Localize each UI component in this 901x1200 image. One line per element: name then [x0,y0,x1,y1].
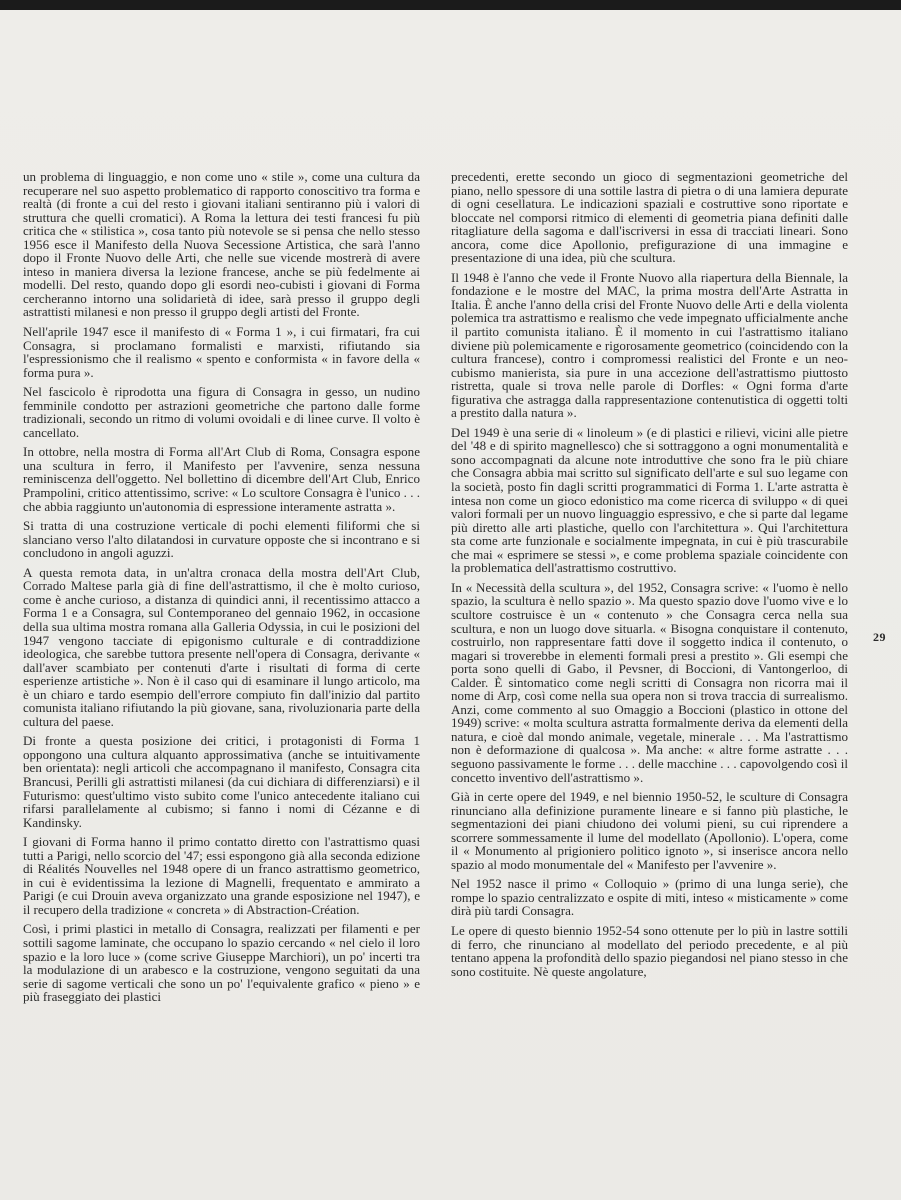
paragraph: In ottobre, nella mostra di Forma all'Art Club di Roma, Consagra espone una scultura in ferro, il Manifesto per l'avvenire, senza nessuna reminiscenza dell'oggetto. Nel bollettino di dicembre dell'Art Club, Enrico Prampolini, critico attentissimo, scrive: « Lo scultore Consagra è l'unico . . . che abbia raggiunto un'autonomia di espressione interamente astratta ». [23,444,420,514]
paragraph: In « Necessità della scultura », del 1952, Consagra scrive: « l'uomo è nello spazio, la scultura è nello spazio ». Ma questo spazio dove l'uomo vive e lo scultore costruisce è un « contenuto » che Consagra cerca nella sua scultura, e non un luogo dove situarla. « Bisogna conquistare il contenuto, costruirlo, non rappresentare fatti dove il soggetto indica il contenuto, o magari si troverebbe in elementi formali presi a prestito ». Gli esempi che porta sono quelli di Gabo, il Pevsner, di Boccioni, di Vantongerloo, di Calder. È sintomatico come negli scritti di Consagra non ricorra mai il nome di Arp, così come nella sua opera non si trova traccia di surrealismo. Anzi, come commento al suo Omaggio a Boccioni (plastico in ottone del 1949) scrive: « molta scultura astratta formalmente deriva da elementi della natura, e cioè dal mondo animale, vegetale, minerale . . . Ma l'astrattismo non è deformazione di qualcosa ». Ma anche: « altre forme astratte . . . seguono passivamente le forme . . . delle macchine . . . capovolgendo così il concetto inventivo dell'astrattismo ». [451,579,848,785]
paragraph: Le opere di questo biennio 1952-54 sono ottenute per lo più in lastre sottili di ferro, che rinunciano al modellato del periodo precedente, e al più tentano appena la profondità dello spazio piegandosi nel piano stesso in che sono costituite. Nè queste angolature, [451,922,848,979]
paragraph: Del 1949 è una serie di « linoleum » (e di plastici e rilievi, vicini alle pietre del '48 e di spirito magnellesco) che si sottraggono a ogni monumentalità e sono accompagnati da alcune note introduttive che sono fra le più chiare che Consagra abbia mai scritto sul significato dell'arte e sul suo legame con la società, posto fin dagli scritti programmatici di Forma 1. L'arte astratta è intesa non come un gioco edonistico ma come ricerca di sviluppo « di quei valori formali per un nuovo linguaggio espressivo, e che si parte dal legame più diretto alle arti plastiche, quello con l'architettura ». Qui l'architettura sta come arte funzionale e socialmente impegnata, in cui è più trascurabile che mai « esprimere se stessi », e come problema spaziale coincidente con la problematica dell'astrattismo costruttivo. [451,424,848,576]
paragraph: precedenti, erette secondo un gioco di segmentazioni geometriche del piano, nello spessore di una sottile lastra di pietra o di una lamiera depurate di ogni cesellatura. Le indicazioni spaziali e costruttive sono riportate e bloccate nel comporsi ritmico di elementi di geometria piana definiti dalle ritagliature della sagoma e dall'iscriversi in essa di tracciati lineari. Sono ancora, come dice Apollonio, prefigurazione di una immagine e presentazione di una idea, più che scultura. [451,169,848,266]
paragraph: Si tratta di una costruzione verticale di pochi elementi filiformi che si slanciano verso l'alto dilatandosi in curvature opposte che si incontrano e si concludono in angoli aguzzi. [23,518,420,561]
page-number: 29 [873,630,886,644]
top-border [0,0,901,10]
paragraph: un problema di linguaggio, e non come uno « stile », come una cultura da recuperare nel suo aspetto problematico di rapporto conoscitivo tra forma e realtà (di fronte a cui del resto i giovani italiani sentiranno più i valori di struttura che quelli cromatici). A Roma la lettura dei testi francesi fu più critica che « stilistica », cosa tanto più notevole se si pensa che nello stesso 1956 esce il Manifesto della Nuova Secessione Artistica, che sarà l'anno dopo il Fronte Nuovo delle Arti, che nelle sue vicende mostrerà di avere inteso in maniera diversa la lezione francese, anche se più fedelmente ai modelli. Del resto, quando dopo gli esordi neo-cubisti i giovani di Forma cercheranno intorno una solidarietà di idee, sarà presso il gruppo degli astrattisti milanesi e non presso il gruppo degli artisti del Fronte. [23,169,420,320]
paragraph: Nel 1952 nasce il primo « Colloquio » (primo di una lunga serie), che rompe lo spazio centralizzato e ospite di miti, inteso « misticamente » come dirà più tardi Consagra. [451,876,848,919]
paragraph: Di fronte a questa posizione dei critici, i protagonisti di Forma 1 oppongono una cultura alquanto approssimativa (anche se intuitivamente ben orientata): negli articoli che accompagnano il manifesto, Consagra cita Brancusi, Perilli gli astrattisti milanesi (da cui dichiara di differenziarsi) e il Futurismo: quest'ultimo visto subito come l'unico antecedente italiano cui rifarsi parallelamente al cubismo; si fanno i nomi di Cézanne e di Kandinsky. [23,733,420,830]
paragraph: Nell'aprile 1947 esce il manifesto di « Forma 1 », i cui firmatari, fra cui Consagra, si proclamano formalisti e marxisti, rifiutando sia l'espressionismo che il realismo « spento e conformista « in favore della « forma pura ». [23,324,420,380]
paragraph: A questa remota data, in un'altra cronaca della mostra dell'Art Club, Corrado Maltese parla già di fine dell'astrattismo, il che è molto curioso, come è anche curioso, a distanza di quindici anni, il recentissimo attacco a Forma 1 e a Consagra, sul Contemporaneo del gennaio 1962, in occasione della sua ultima mostra romana alla Galleria Odyssia, in cui le posizioni del 1947 vengono tacciate di epigonismo culturale e di contraddizione ideologica, che sarebbe tuttora presente nell'opera di Consagra, derivante « dall'aver scambiato per contenuti d'arte i risultati di forma di certe esperienze artistiche ». Non è il caso qui di esaminare il lungo articolo, ma è un chiaro e tardo esempio dell'errore compiuto fin dall'inizio dal partito comunista italiano rifiutando la più giovane, sana, rivoluzionaria parte della cultura del paese. [23,564,420,729]
paragraph: I giovani di Forma hanno il primo contatto diretto con l'astrattismo quasi tutti a Parigi, nello scorcio del '47; essi espongono già alla seconda edizione di Réalités Nouvelles nel 1948 opere di un franco astrattismo geometrico, in cui è evidentissima la lezione di Magnelli, frequentato e ammirato a Parigi (e cui Drouin aveva organizzato una grande esposizione nel 1947), e il recupero della tradizione « concreta » di Abstraction-Création. [23,834,420,917]
paragraph: Il 1948 è l'anno che vede il Fronte Nuovo alla riapertura della Biennale, la fondazione e le mostre del MAC, la prima mostra dell'Arte Astratta in Italia. È anche l'anno della crisi del Fronte Nuovo delle Arti e della violenta polemica tra astrattismo e realismo che vede impegnato ufficialmente anche il partito comunista italiano. È il momento in cui l'astrattismo italiano diviene più polemicamente e rigorosamente geometrico (coincidendo con la cultura francese), contro i compromessi realistici del Fronte e un neo-cubismo manierista, sia pure in una accezione dell'astrattismo piuttosto ristretta, quale si trova nelle parole di Dorfles: « Ogni forma d'arte figurativa che astragga dalla rappresentazione contenutistica di oggetti tolti a prestito dalla natura ». [451,269,848,421]
right-text-column [451,170,848,984]
paragraph: Già in certe opere del 1949, e nel biennio 1950-52, le sculture di Consagra rinunciano alla definizione puramente lineare e si fanno più plastiche, le segmentazioni dei piani chiudono dei volumi pieni, su cui riprendere a scorrere sommessamente il lume del modellato (Apollonio). L'opera, come il « Monumento al prigioniero politico ignoto », si inserisce ancora nello spazio al modo monumentale del « Manifesto per l'avvenire ». [451,789,848,872]
paragraph: Così, i primi plastici in metallo di Consagra, realizzati per filamenti e per sottili sagome laminate, che occupano lo spazio cercando « nel cielo il loro spazio e la loro luce » (come scrive Giuseppe Marchiori), un po' incerti tra la modulazione di un arabesco e la costruzione, vengono seguitati da una serie di sagome verticali che sono un po' l'equivalente grafico « pieno » e più fraseggiato dei plastici [23,921,420,1005]
paragraph: Nel fascicolo è riprodotta una figura di Consagra in gesso, un nudino femminile condotto per astrazioni geometriche che partono dalle forme tradizionali, secondo un ritmo di volumi ovoidali e di linee curve. Il volto è cancellato. [23,384,420,440]
left-text-column [23,170,420,1010]
book-page [0,10,901,1200]
